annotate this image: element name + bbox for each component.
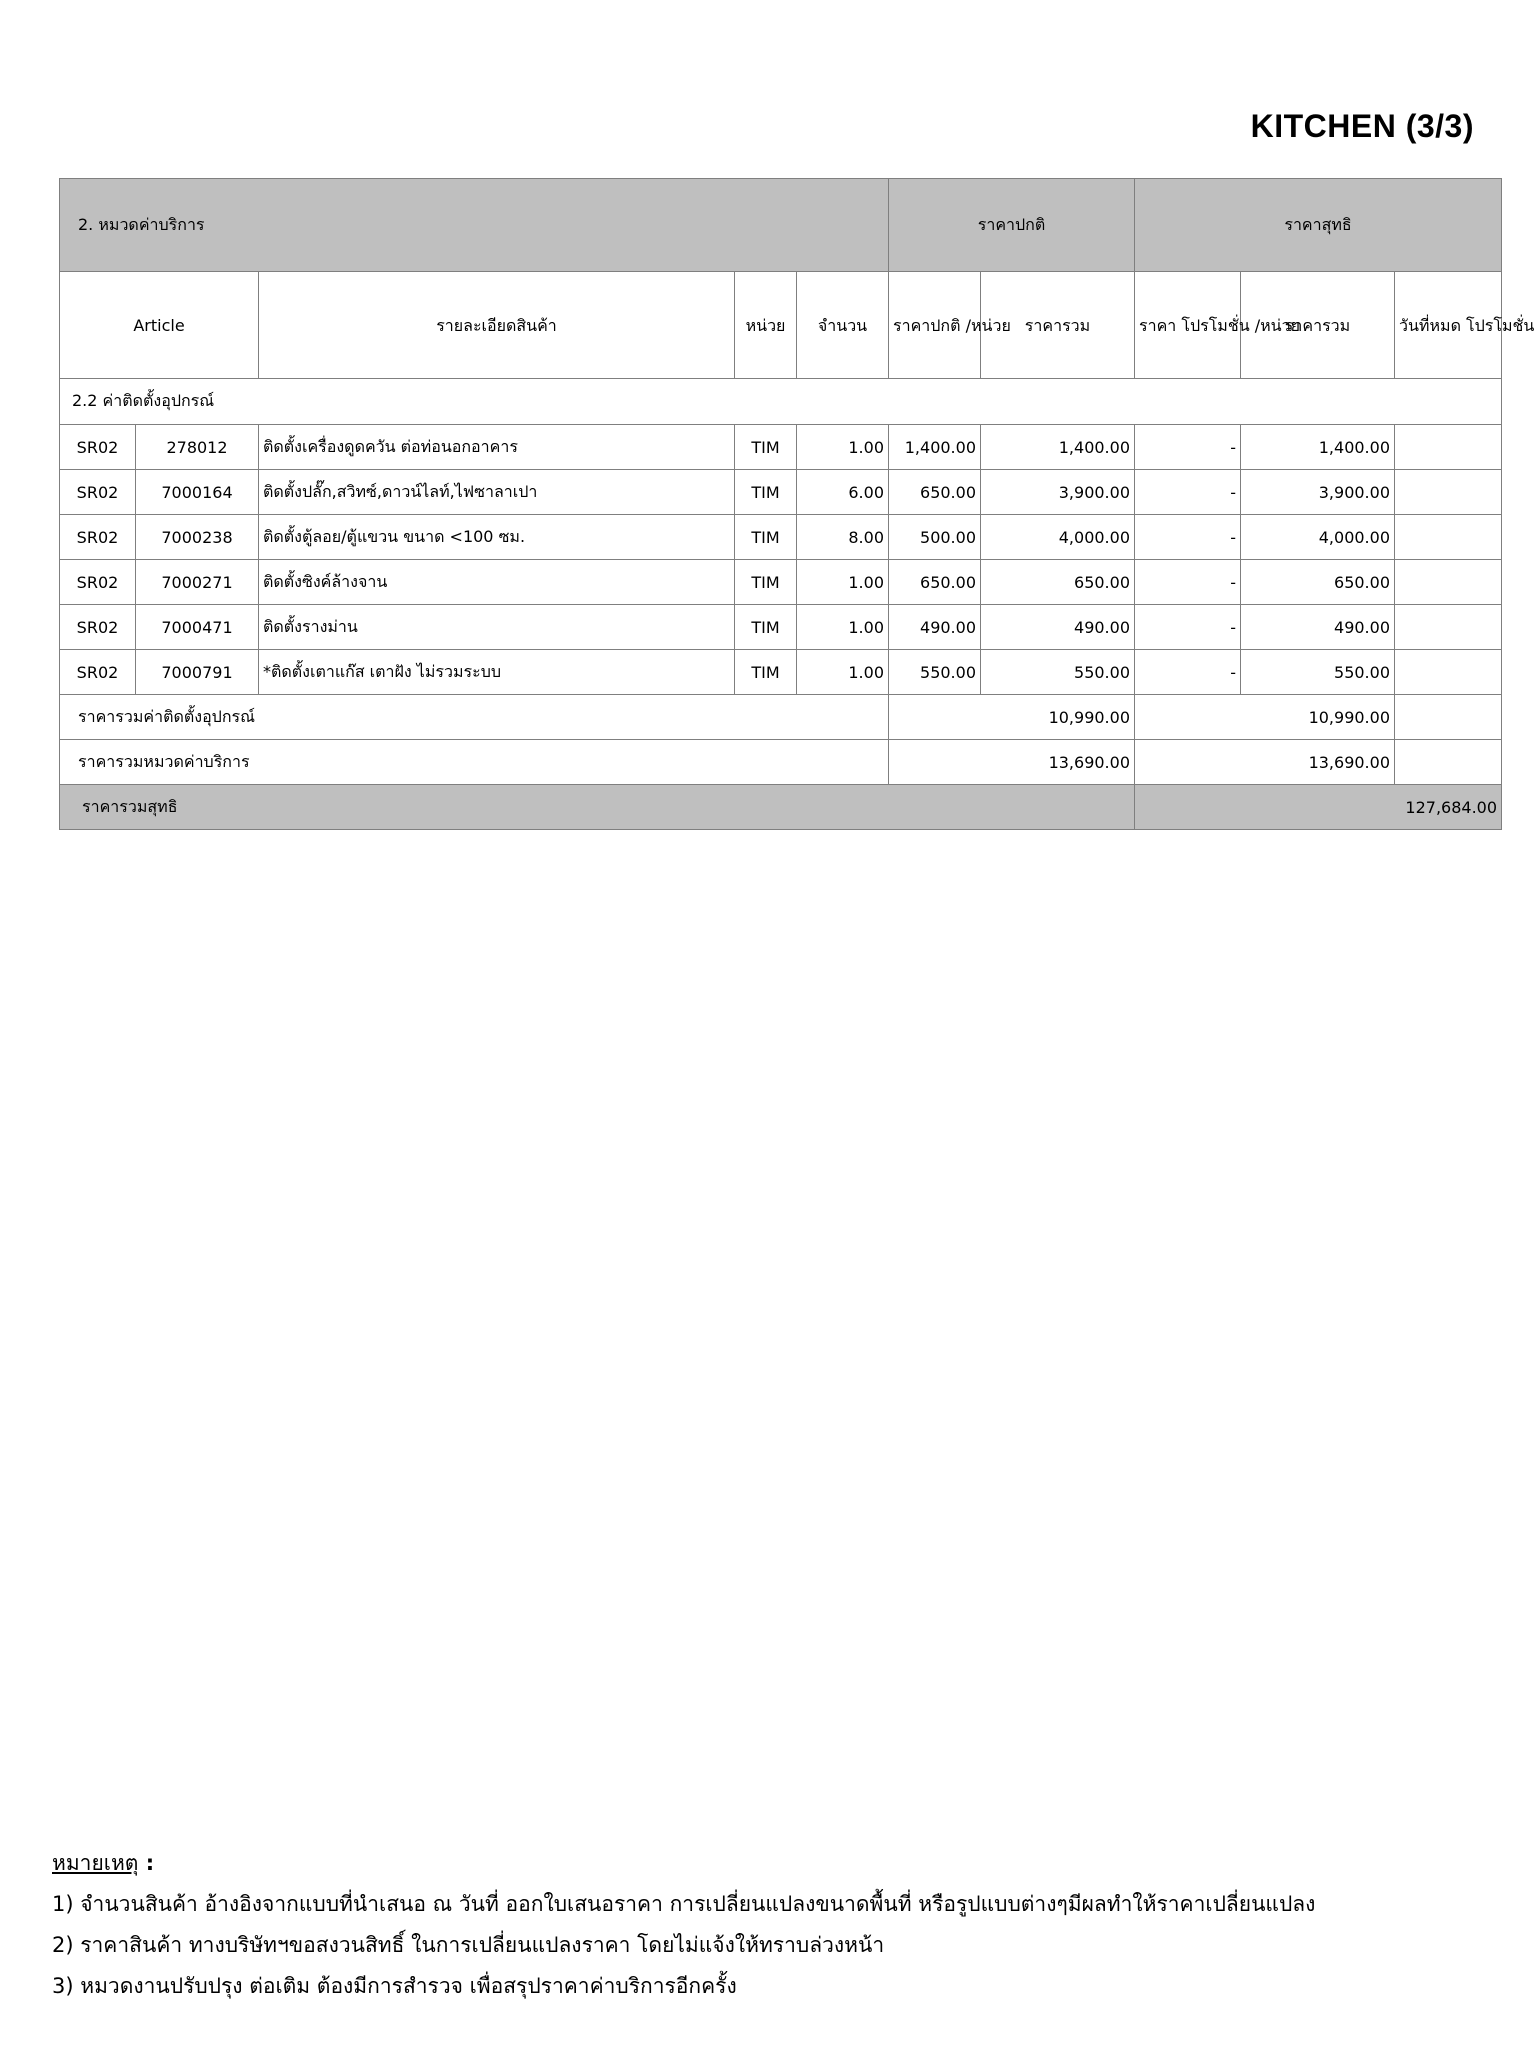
row-unit: TIM bbox=[735, 605, 797, 650]
row-code: SR02 bbox=[60, 650, 136, 695]
row-net-total: 3,900.00 bbox=[1241, 470, 1395, 515]
row-qty: 1.00 bbox=[797, 560, 889, 605]
column-header-row bbox=[60, 272, 1502, 379]
row-unit-price: 650.00 bbox=[889, 470, 981, 515]
row-code: SR02 bbox=[60, 560, 136, 605]
col-header-net-total: ราคารวม bbox=[1241, 272, 1395, 379]
row-promo: - bbox=[1135, 650, 1241, 695]
row-total: 650.00 bbox=[981, 560, 1135, 605]
notes-section bbox=[52, 1843, 1315, 2007]
category-total-label: ราคารวมหมวดค่าบริการ bbox=[60, 740, 889, 785]
row-article: 278012 bbox=[136, 425, 259, 470]
row-qty: 1.00 bbox=[797, 425, 889, 470]
row-article: 7000791 bbox=[136, 650, 259, 695]
row-promo: - bbox=[1135, 425, 1241, 470]
section-label: 2.2 ค่าติดตั้งอุปกรณ์ bbox=[60, 379, 1502, 425]
col-header-promo-price: ราคา โปรโมชั่น /หน่วย bbox=[1135, 272, 1241, 379]
row-description: ติดตั้งปลั๊ก,สวิทซ์,ดาวน์ไลท์,ไฟซาลาเปา bbox=[259, 470, 735, 515]
row-total: 550.00 bbox=[981, 650, 1135, 695]
row-code: SR02 bbox=[60, 470, 136, 515]
row-article: 7000471 bbox=[136, 605, 259, 650]
row-promo-end bbox=[1395, 650, 1502, 695]
row-unit: TIM bbox=[735, 470, 797, 515]
section-total-empty bbox=[1395, 695, 1502, 740]
grand-total-value: 127,684.00 bbox=[1135, 785, 1502, 830]
col-header-qty: จำนวน bbox=[797, 272, 889, 379]
row-promo-end bbox=[1395, 470, 1502, 515]
notes-colon: : bbox=[138, 1851, 155, 1875]
row-unit-price: 500.00 bbox=[889, 515, 981, 560]
row-description: ติดตั้งซิงค์ล้างจาน bbox=[259, 560, 735, 605]
category-total-empty bbox=[1395, 740, 1502, 785]
category-net-total-value: 13,690.00 bbox=[1135, 740, 1395, 785]
row-net-total: 490.00 bbox=[1241, 605, 1395, 650]
table-row bbox=[60, 470, 1502, 515]
col-header-description: รายละเอียดสินค้า bbox=[259, 272, 735, 379]
note-item: 1) จำนวนสินค้า อ้างอิงจากแบบที่นำเสนอ ณ วันที่ ออกใบเสนอราคา การเปลี่ยนแปลงขนาดพื้นที่ หรือรูปแบบต่างๆมีผลทำให้ราคาเปลี่ยนแปลง bbox=[52, 1892, 1316, 1916]
row-qty: 8.00 bbox=[797, 515, 889, 560]
row-total: 1,400.00 bbox=[981, 425, 1135, 470]
normal-price-group-header: ราคาปกติ bbox=[889, 179, 1135, 272]
note-item: 2) ราคาสินค้า ทางบริษัทฯขอสงวนสิทธิ์ ในการเปลี่ยนแปลงราคา โดยไม่แจ้งให้ทราบล่วงหน้า bbox=[52, 1933, 885, 1957]
row-description: ติดตั้งเครื่องดูดควัน ต่อท่อนอกอาคาร bbox=[259, 425, 735, 470]
row-description: ติดตั้งตู้ลอย/ตู้แขวน ขนาด <100 ซม. bbox=[259, 515, 735, 560]
row-promo-end bbox=[1395, 425, 1502, 470]
row-description: ติดตั้งรางม่าน bbox=[259, 605, 735, 650]
row-promo-end bbox=[1395, 515, 1502, 560]
row-promo: - bbox=[1135, 515, 1241, 560]
col-header-unit-price: ราคาปกติ /หน่วย bbox=[889, 272, 981, 379]
section-net-total-value: 10,990.00 bbox=[1135, 695, 1395, 740]
col-header-total: ราคารวม bbox=[981, 272, 1135, 379]
section-total-label: ราคารวมค่าติดตั้งอุปกรณ์ bbox=[60, 695, 889, 740]
quotation-table bbox=[59, 178, 1535, 830]
row-net-total: 550.00 bbox=[1241, 650, 1395, 695]
row-total: 490.00 bbox=[981, 605, 1135, 650]
category-total-row bbox=[60, 740, 1502, 785]
row-net-total: 1,400.00 bbox=[1241, 425, 1395, 470]
row-article: 7000238 bbox=[136, 515, 259, 560]
row-qty: 6.00 bbox=[797, 470, 889, 515]
row-unit-price: 490.00 bbox=[889, 605, 981, 650]
row-code: SR02 bbox=[60, 515, 136, 560]
row-description: *ติดตั้งเตาแก๊ส เตาฝัง ไม่รวมระบบ bbox=[259, 650, 735, 695]
row-promo: - bbox=[1135, 560, 1241, 605]
row-code: SR02 bbox=[60, 605, 136, 650]
grand-total-row bbox=[60, 785, 1502, 830]
row-qty: 1.00 bbox=[797, 605, 889, 650]
col-header-unit: หน่วย bbox=[735, 272, 797, 379]
table-row bbox=[60, 650, 1502, 695]
row-total: 4,000.00 bbox=[981, 515, 1135, 560]
table-row bbox=[60, 515, 1502, 560]
row-unit-price: 550.00 bbox=[889, 650, 981, 695]
category-header-row bbox=[60, 179, 1502, 272]
row-unit-price: 650.00 bbox=[889, 560, 981, 605]
row-unit: TIM bbox=[735, 425, 797, 470]
row-unit: TIM bbox=[735, 650, 797, 695]
row-promo: - bbox=[1135, 605, 1241, 650]
category-label: 2. หมวดค่าบริการ bbox=[60, 179, 889, 272]
row-unit-price: 1,400.00 bbox=[889, 425, 981, 470]
page-title: KITCHEN (3/3) bbox=[1250, 108, 1474, 144]
table-row bbox=[60, 560, 1502, 605]
row-qty: 1.00 bbox=[797, 650, 889, 695]
section-total-row bbox=[60, 695, 1502, 740]
table-row bbox=[60, 605, 1502, 650]
row-article: 7000271 bbox=[136, 560, 259, 605]
row-promo: - bbox=[1135, 470, 1241, 515]
section-total-value: 10,990.00 bbox=[889, 695, 1135, 740]
col-header-article: Article bbox=[60, 272, 259, 379]
category-total-value: 13,690.00 bbox=[889, 740, 1135, 785]
section-row bbox=[60, 379, 1502, 425]
table-row bbox=[60, 425, 1502, 470]
row-unit: TIM bbox=[735, 560, 797, 605]
row-total: 3,900.00 bbox=[981, 470, 1135, 515]
row-net-total: 650.00 bbox=[1241, 560, 1395, 605]
net-price-group-header: ราคาสุทธิ bbox=[1135, 179, 1502, 272]
col-header-promo-end: วันที่หมด โปรโมชั่น bbox=[1395, 272, 1502, 379]
row-code: SR02 bbox=[60, 425, 136, 470]
row-unit: TIM bbox=[735, 515, 797, 560]
row-net-total: 4,000.00 bbox=[1241, 515, 1395, 560]
notes-heading: หมายเหตุ bbox=[52, 1851, 139, 1875]
notes-heading-line bbox=[52, 1843, 1315, 1884]
row-promo-end bbox=[1395, 605, 1502, 650]
row-promo-end bbox=[1395, 560, 1502, 605]
grand-total-label: ราคารวมสุทธิ bbox=[60, 785, 1135, 830]
note-item: 3) หมวดงานปรับปรุง ต่อเติม ต้องมีการสำรวจ เพื่อสรุปราคาค่าบริการอีกครั้ง bbox=[52, 1974, 737, 1998]
row-article: 7000164 bbox=[136, 470, 259, 515]
